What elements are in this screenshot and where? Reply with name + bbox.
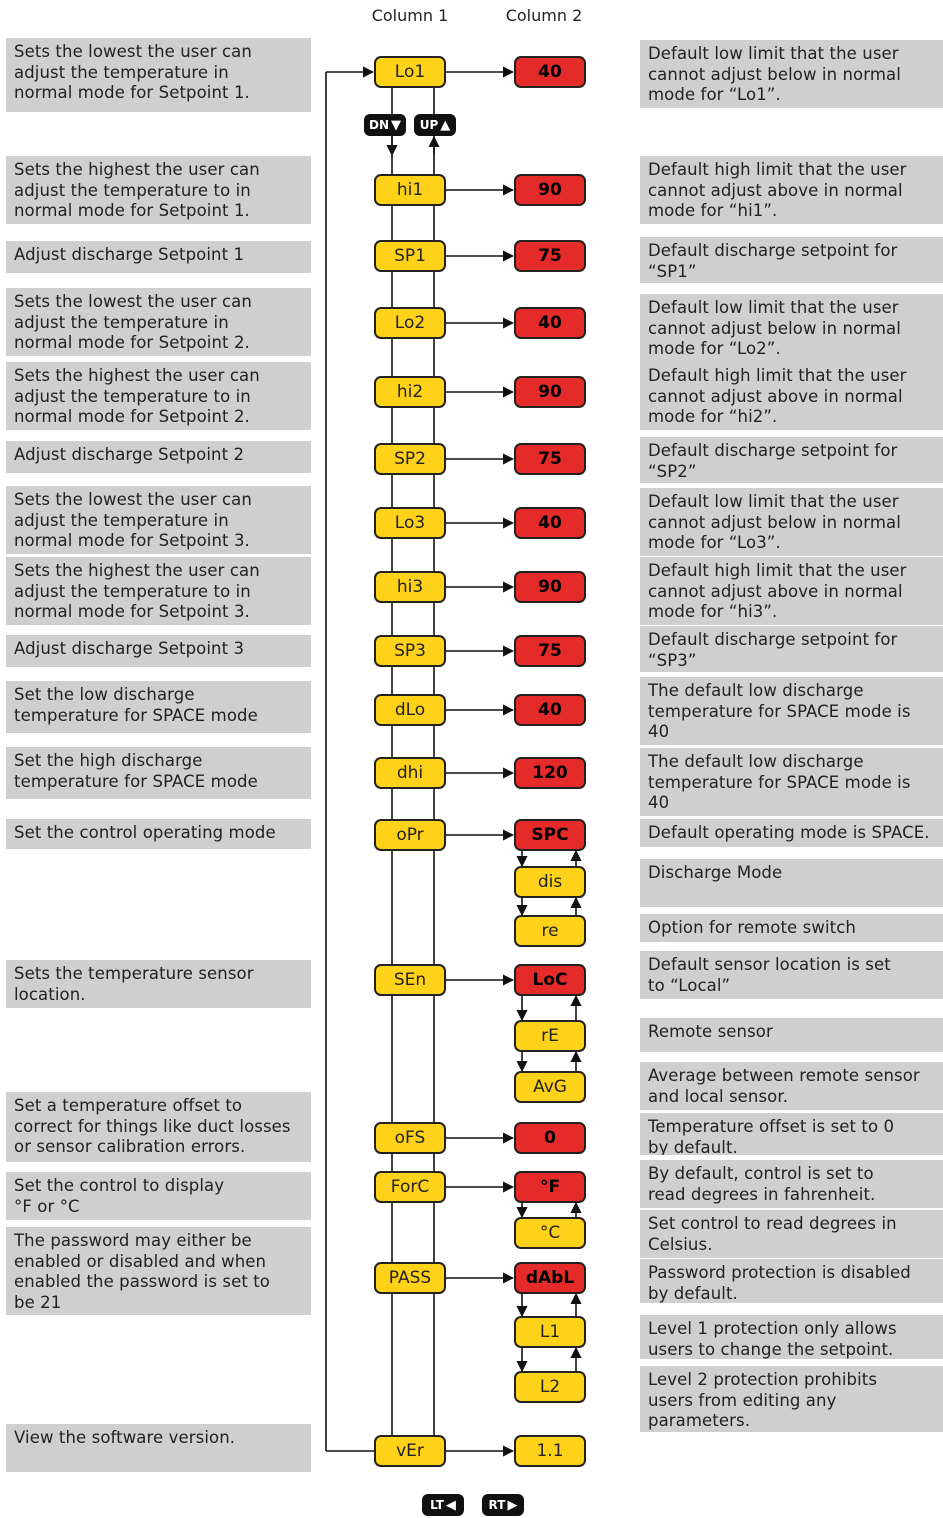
default-value-button[interactable]: LoC bbox=[514, 964, 586, 996]
parameter-code-button[interactable]: SP2 bbox=[374, 443, 446, 475]
left-description: Sets the temperature sensor location. bbox=[6, 960, 311, 1008]
parameter-code-button[interactable]: Lo3 bbox=[374, 507, 446, 539]
parameter-code-button[interactable]: PASS bbox=[374, 1262, 446, 1294]
left-description: Set the low discharge temperature for SPACE mode bbox=[6, 681, 311, 733]
default-value-button[interactable]: 120 bbox=[514, 757, 586, 789]
default-value-button[interactable]: 75 bbox=[514, 240, 586, 272]
option-value-button[interactable]: re bbox=[514, 915, 586, 947]
left-arrow-icon: ◀ bbox=[445, 1497, 456, 1513]
right-description: Default sensor location is set to “Local” bbox=[640, 951, 943, 999]
parameter-code-button[interactable]: SP3 bbox=[374, 635, 446, 667]
right-description: Discharge Mode bbox=[640, 859, 943, 907]
lt-button[interactable] bbox=[422, 1494, 464, 1516]
left-description: The password may either be enabled or disabled and when enabled the password is set to be 21 bbox=[6, 1227, 311, 1315]
column-2-header: Column 2 bbox=[505, 6, 583, 25]
default-value-button[interactable]: 40 bbox=[514, 56, 586, 88]
parameter-code-button[interactable]: Lo1 bbox=[374, 56, 446, 88]
option-value-button[interactable]: °C bbox=[514, 1217, 586, 1249]
right-description: Default low limit that the user cannot adjust below in normal mode for “Lo3”. bbox=[640, 488, 943, 556]
up-label: UP bbox=[419, 118, 439, 132]
left-description: Adjust discharge Setpoint 2 bbox=[6, 441, 311, 473]
lt-label: LT bbox=[430, 1498, 444, 1512]
right-description: Default discharge setpoint for “SP1” bbox=[640, 237, 943, 283]
default-value-button[interactable]: 40 bbox=[514, 307, 586, 339]
parameter-code-button[interactable]: dLo bbox=[374, 694, 446, 726]
right-description: Default high limit that the user cannot adjust above in normal mode for “hi1”. bbox=[640, 156, 943, 224]
parameter-code-button[interactable]: Lo2 bbox=[374, 307, 446, 339]
option-value-button[interactable]: L2 bbox=[514, 1371, 586, 1403]
default-value-button[interactable]: 90 bbox=[514, 571, 586, 603]
right-description: Temperature offset is set to 0 by default. bbox=[640, 1113, 943, 1155]
right-description: Default high limit that the user cannot adjust above in normal mode for “hi2”. bbox=[640, 362, 943, 430]
right-description: Default operating mode is SPACE. bbox=[640, 819, 943, 847]
parameter-code-button[interactable]: SEn bbox=[374, 964, 446, 996]
right-description: By default, control is set to read degrees in fahrenheit. bbox=[640, 1160, 943, 1208]
left-description: Adjust discharge Setpoint 1 bbox=[6, 241, 311, 273]
right-description: The default low discharge temperature for SPACE mode is 40 bbox=[640, 748, 943, 816]
default-value-button[interactable]: 0 bbox=[514, 1122, 586, 1154]
parameter-code-button[interactable]: oPr bbox=[374, 819, 446, 851]
parameter-code-button[interactable]: hi3 bbox=[374, 571, 446, 603]
right-description: Default low limit that the user cannot adjust below in normal mode for “Lo1”. bbox=[640, 40, 943, 108]
option-value-button[interactable]: dis bbox=[514, 866, 586, 898]
right-description: Level 1 protection only allows users to change the setpoint. bbox=[640, 1315, 943, 1359]
parameter-code-button[interactable]: dhi bbox=[374, 757, 446, 789]
left-description: Set the high discharge temperature for SPACE mode bbox=[6, 747, 311, 799]
rt-button[interactable] bbox=[482, 1494, 524, 1516]
default-value-button[interactable]: 75 bbox=[514, 635, 586, 667]
right-description: Default discharge setpoint for “SP2” bbox=[640, 437, 943, 483]
default-value-button[interactable]: dAbL bbox=[514, 1262, 586, 1294]
column-1-header: Column 1 bbox=[371, 6, 449, 25]
rt-label: RT bbox=[488, 1498, 506, 1512]
dn-button[interactable] bbox=[364, 114, 406, 136]
default-value-button[interactable]: 90 bbox=[514, 376, 586, 408]
right-description: Default low limit that the user cannot adjust below in normal mode for “Lo2”. bbox=[640, 294, 943, 362]
left-description: Sets the lowest the user can adjust the temperature in normal mode for Setpoint 2. bbox=[6, 288, 311, 356]
option-value-button[interactable]: L1 bbox=[514, 1316, 586, 1348]
right-description: Remote sensor bbox=[640, 1018, 943, 1052]
option-value-button[interactable]: 1.1 bbox=[514, 1435, 586, 1467]
left-description: Set a temperature offset to correct for things like duct losses or sensor calibration errors. bbox=[6, 1092, 311, 1162]
parameter-code-button[interactable]: hi2 bbox=[374, 376, 446, 408]
parameter-code-button[interactable]: ForC bbox=[374, 1171, 446, 1203]
left-description: Set the control operating mode bbox=[6, 819, 311, 849]
parameter-code-button[interactable]: SP1 bbox=[374, 240, 446, 272]
left-description: Set the control to display °F or °C bbox=[6, 1172, 311, 1220]
default-value-button[interactable]: °F bbox=[514, 1171, 586, 1203]
option-value-button[interactable]: AvG bbox=[514, 1071, 586, 1103]
right-description: Average between remote sensor and local sensor. bbox=[640, 1062, 943, 1110]
default-value-button[interactable]: 40 bbox=[514, 507, 586, 539]
left-description: Sets the highest the user can adjust the temperature to in normal mode for Setpoint 3. bbox=[6, 557, 311, 625]
right-description: Default high limit that the user cannot adjust above in normal mode for “hi3”. bbox=[640, 557, 943, 625]
default-value-button[interactable]: 75 bbox=[514, 443, 586, 475]
left-description: View the software version. bbox=[6, 1424, 311, 1472]
default-value-button[interactable]: SPC bbox=[514, 819, 586, 851]
default-value-button[interactable]: 90 bbox=[514, 174, 586, 206]
default-value-button[interactable]: 40 bbox=[514, 694, 586, 726]
up-button[interactable] bbox=[414, 114, 456, 136]
right-arrow-icon: ▶ bbox=[507, 1497, 518, 1513]
right-description: Level 2 protection prohibits users from editing any parameters. bbox=[640, 1366, 943, 1432]
dn-label: DN bbox=[368, 118, 389, 132]
down-arrow-icon: ▼ bbox=[391, 117, 401, 133]
left-description: Adjust discharge Setpoint 3 bbox=[6, 635, 311, 667]
right-description: The default low discharge temperature for SPACE mode is 40 bbox=[640, 677, 943, 745]
right-description: Password protection is disabled by default. bbox=[640, 1259, 943, 1303]
option-value-button[interactable]: rE bbox=[514, 1020, 586, 1052]
parameter-code-button[interactable]: vEr bbox=[374, 1435, 446, 1467]
up-arrow-icon: ▲ bbox=[440, 117, 451, 133]
left-description: Sets the lowest the user can adjust the temperature in normal mode for Setpoint 1. bbox=[6, 38, 311, 112]
left-description: Sets the highest the user can adjust the temperature to in normal mode for Setpoint 1. bbox=[6, 156, 311, 224]
left-description: Sets the highest the user can adjust the temperature to in normal mode for Setpoint 2. bbox=[6, 362, 311, 430]
parameter-code-button[interactable]: hi1 bbox=[374, 174, 446, 206]
left-description: Sets the lowest the user can adjust the temperature in normal mode for Setpoint 3. bbox=[6, 486, 311, 554]
right-description: Default discharge setpoint for “SP3” bbox=[640, 626, 943, 672]
right-description: Option for remote switch bbox=[640, 914, 943, 942]
parameter-code-button[interactable]: oFS bbox=[374, 1122, 446, 1154]
right-description: Set control to read degrees in Celsius. bbox=[640, 1210, 943, 1258]
